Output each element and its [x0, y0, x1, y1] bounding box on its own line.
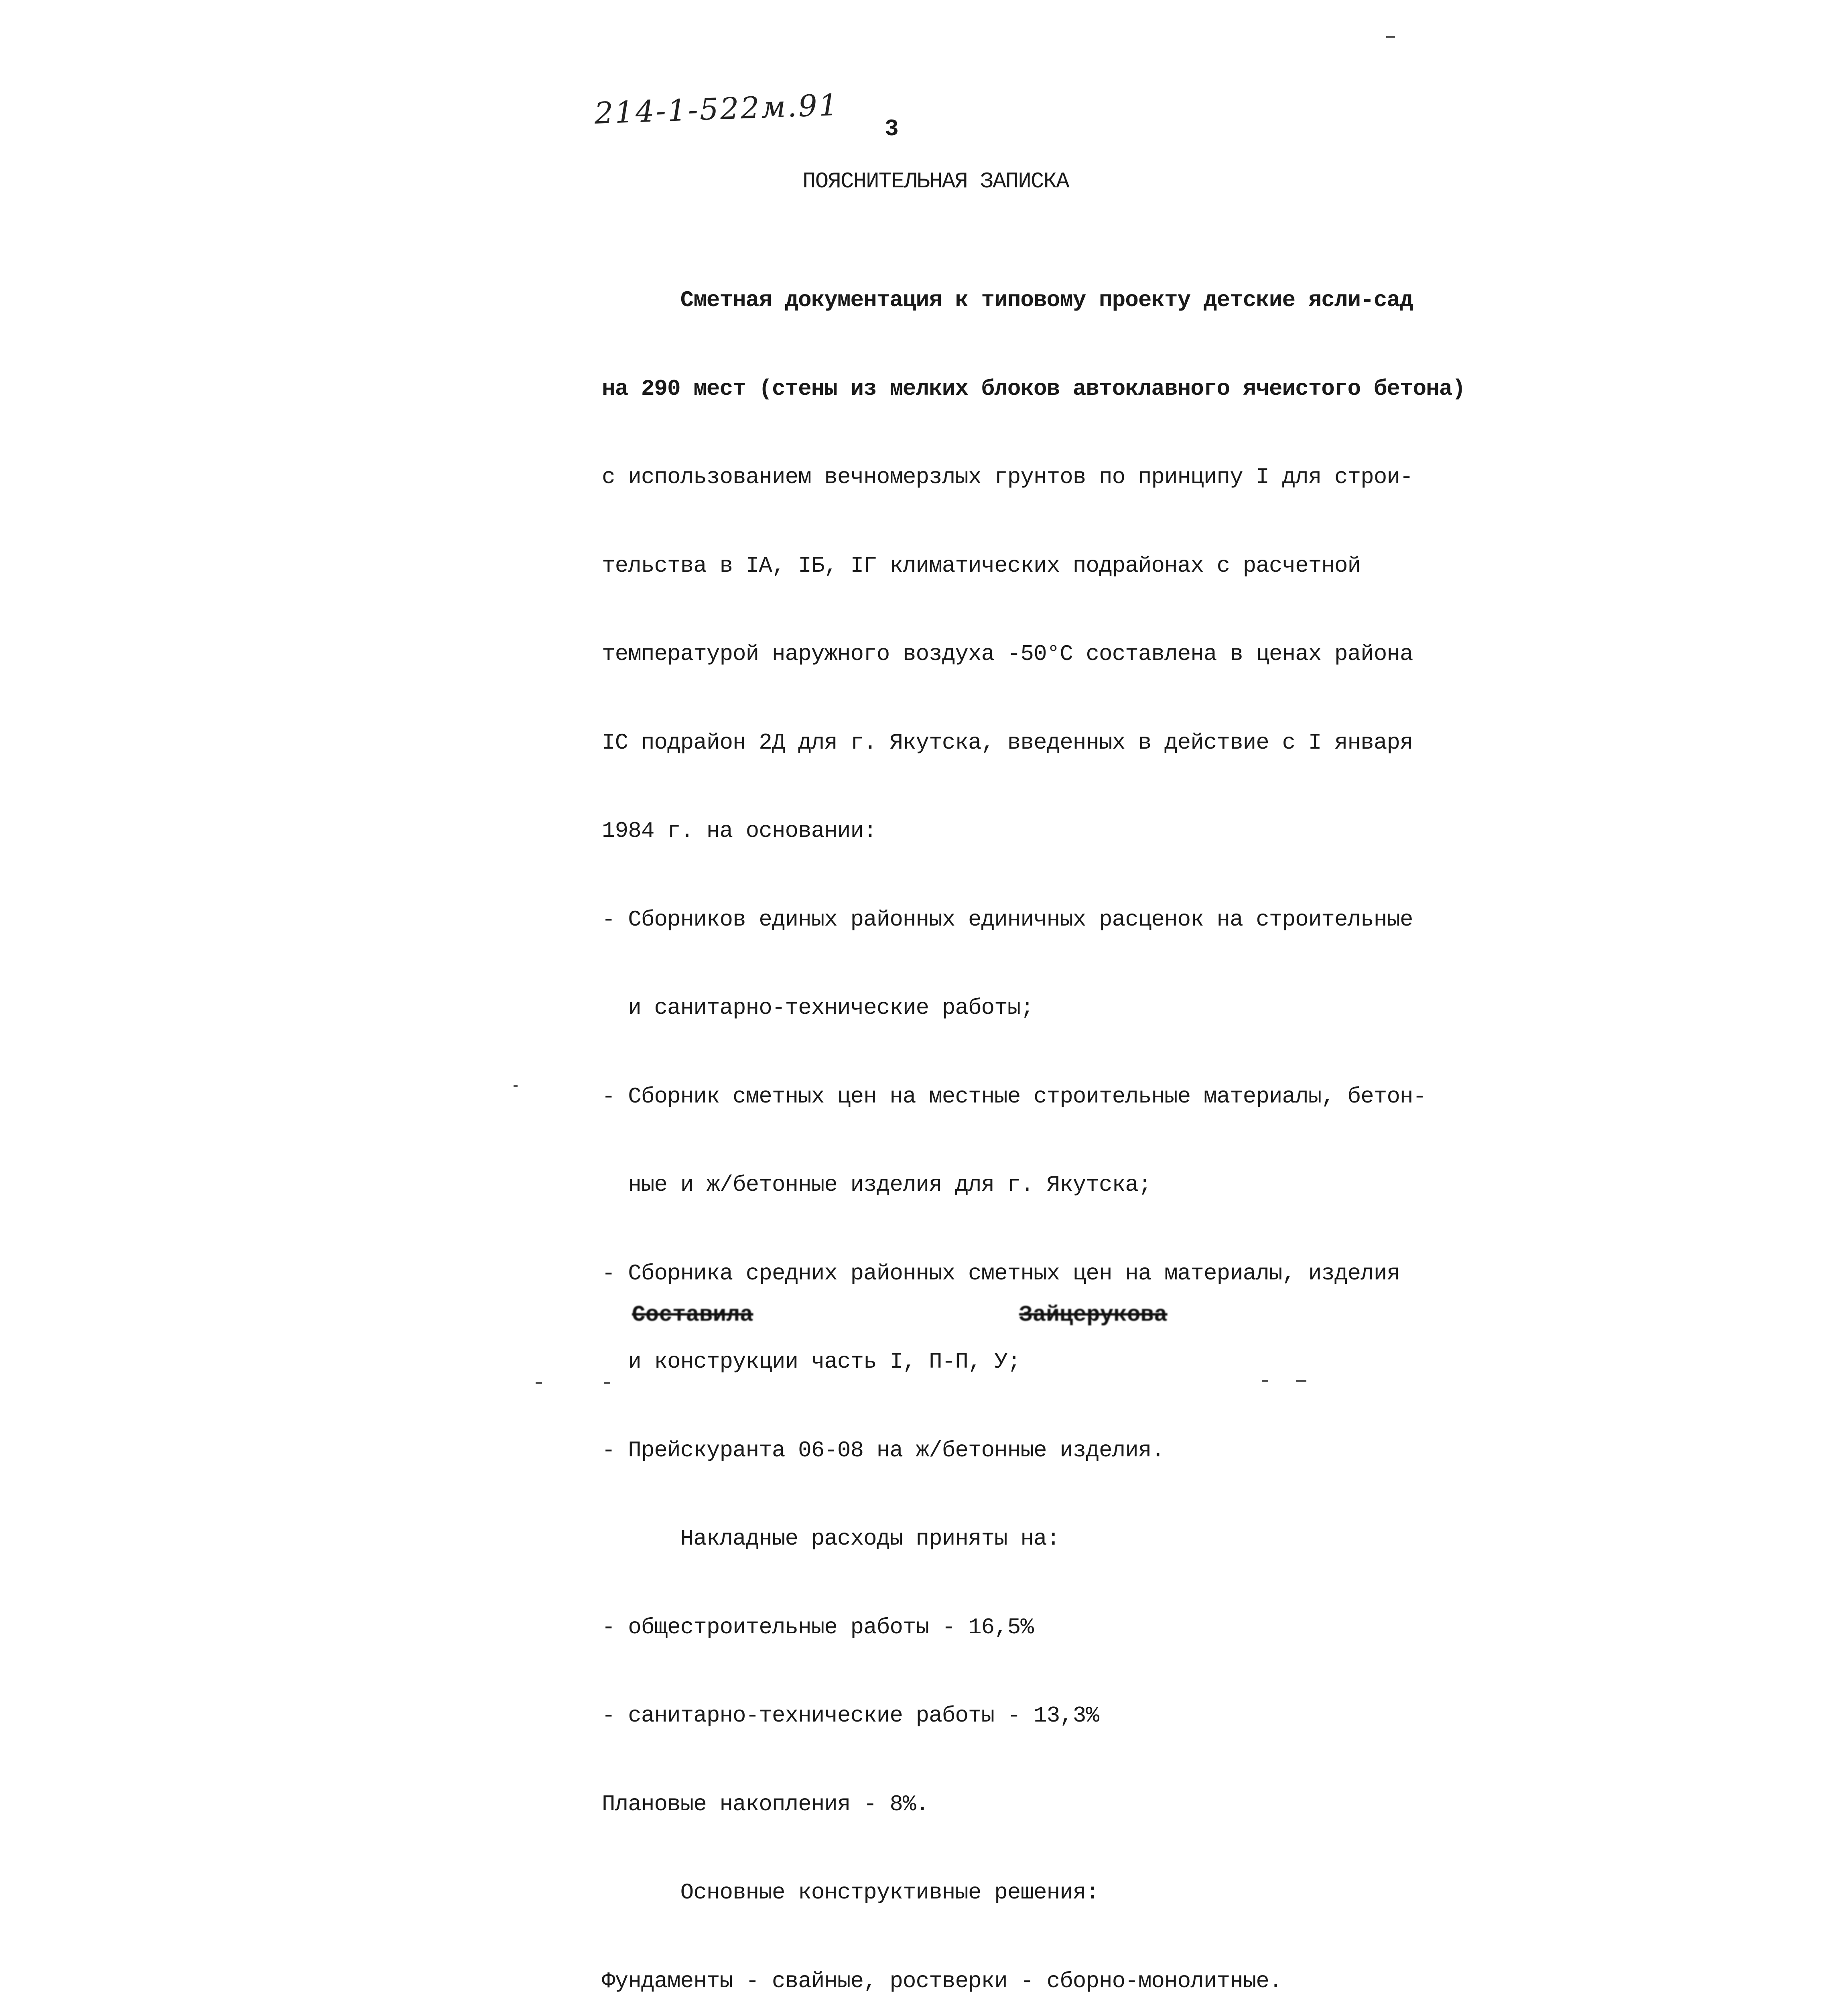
scan-mark [1296, 1380, 1306, 1382]
text-line: Плановые накопления - 8%. [602, 1791, 929, 1817]
document-body [602, 227, 1465, 2006]
text-line: и санитарно-технические работы; [602, 995, 1034, 1021]
text-line: - Сборников единых районных единичных расценок на строительные [602, 906, 1413, 932]
text-line: Фундаменты - свайные, ростверки - сборно-монолитные. [602, 1968, 1282, 1994]
text-line: с использованием вечномерзлых грунтов по принципу I для строи- [602, 464, 1413, 490]
text-line: Сметная документация к типовому проекту детские ясли-сад [602, 287, 1413, 313]
scan-mark [1386, 36, 1395, 38]
text-line: ные и ж/бетонные изделия для г. Якутска; [602, 1172, 1151, 1198]
text-line: температурой наружного воздуха -50°С составлена в ценах района [602, 641, 1413, 667]
page-title: ПОЯСНИТЕЛЬНАЯ ЗАПИСКА [802, 169, 1069, 194]
scan-mark [536, 1382, 542, 1384]
text-line: на 290 мест (стены из мелких блоков автоклавного ячеистого бетона) [602, 376, 1465, 402]
text-line: - Сборник сметных цен на местные строительные материалы, бетон- [602, 1083, 1426, 1109]
text-line: - общестроительные работы - 16,5% [602, 1614, 1034, 1640]
text-line: - Прейскуранта 06-08 на ж/бетонные изделия. [602, 1437, 1165, 1463]
document-code: 214-1-522м.91 [594, 87, 840, 131]
text-line: 1984 г. на основании: [602, 818, 877, 844]
scan-mark [514, 1085, 518, 1087]
text-line: Основные конструктивные решения: [602, 1880, 1099, 1905]
signature-right: Зайцерукова [1019, 1302, 1168, 1328]
signature-left: Составила [632, 1302, 753, 1328]
text-line: - санитарно-технические работы - 13,3% [602, 1703, 1099, 1728]
text-line: Накладные расходы приняты на: [602, 1526, 1060, 1551]
text-line: и конструкции часть I, П-П, У; [602, 1349, 1021, 1375]
scan-mark [1262, 1380, 1268, 1382]
text-line: тельства в IА, IБ, IГ климатических подрайонах с расчетной [602, 552, 1361, 579]
page-number: 3 [885, 116, 899, 142]
scan-mark [604, 1382, 610, 1384]
text-line: - Сборника средних районных сметных цен на материалы, изделия [602, 1260, 1400, 1286]
text-line: IС подрайон 2Д для г. Якутска, введенных в действие с I января [602, 729, 1413, 755]
